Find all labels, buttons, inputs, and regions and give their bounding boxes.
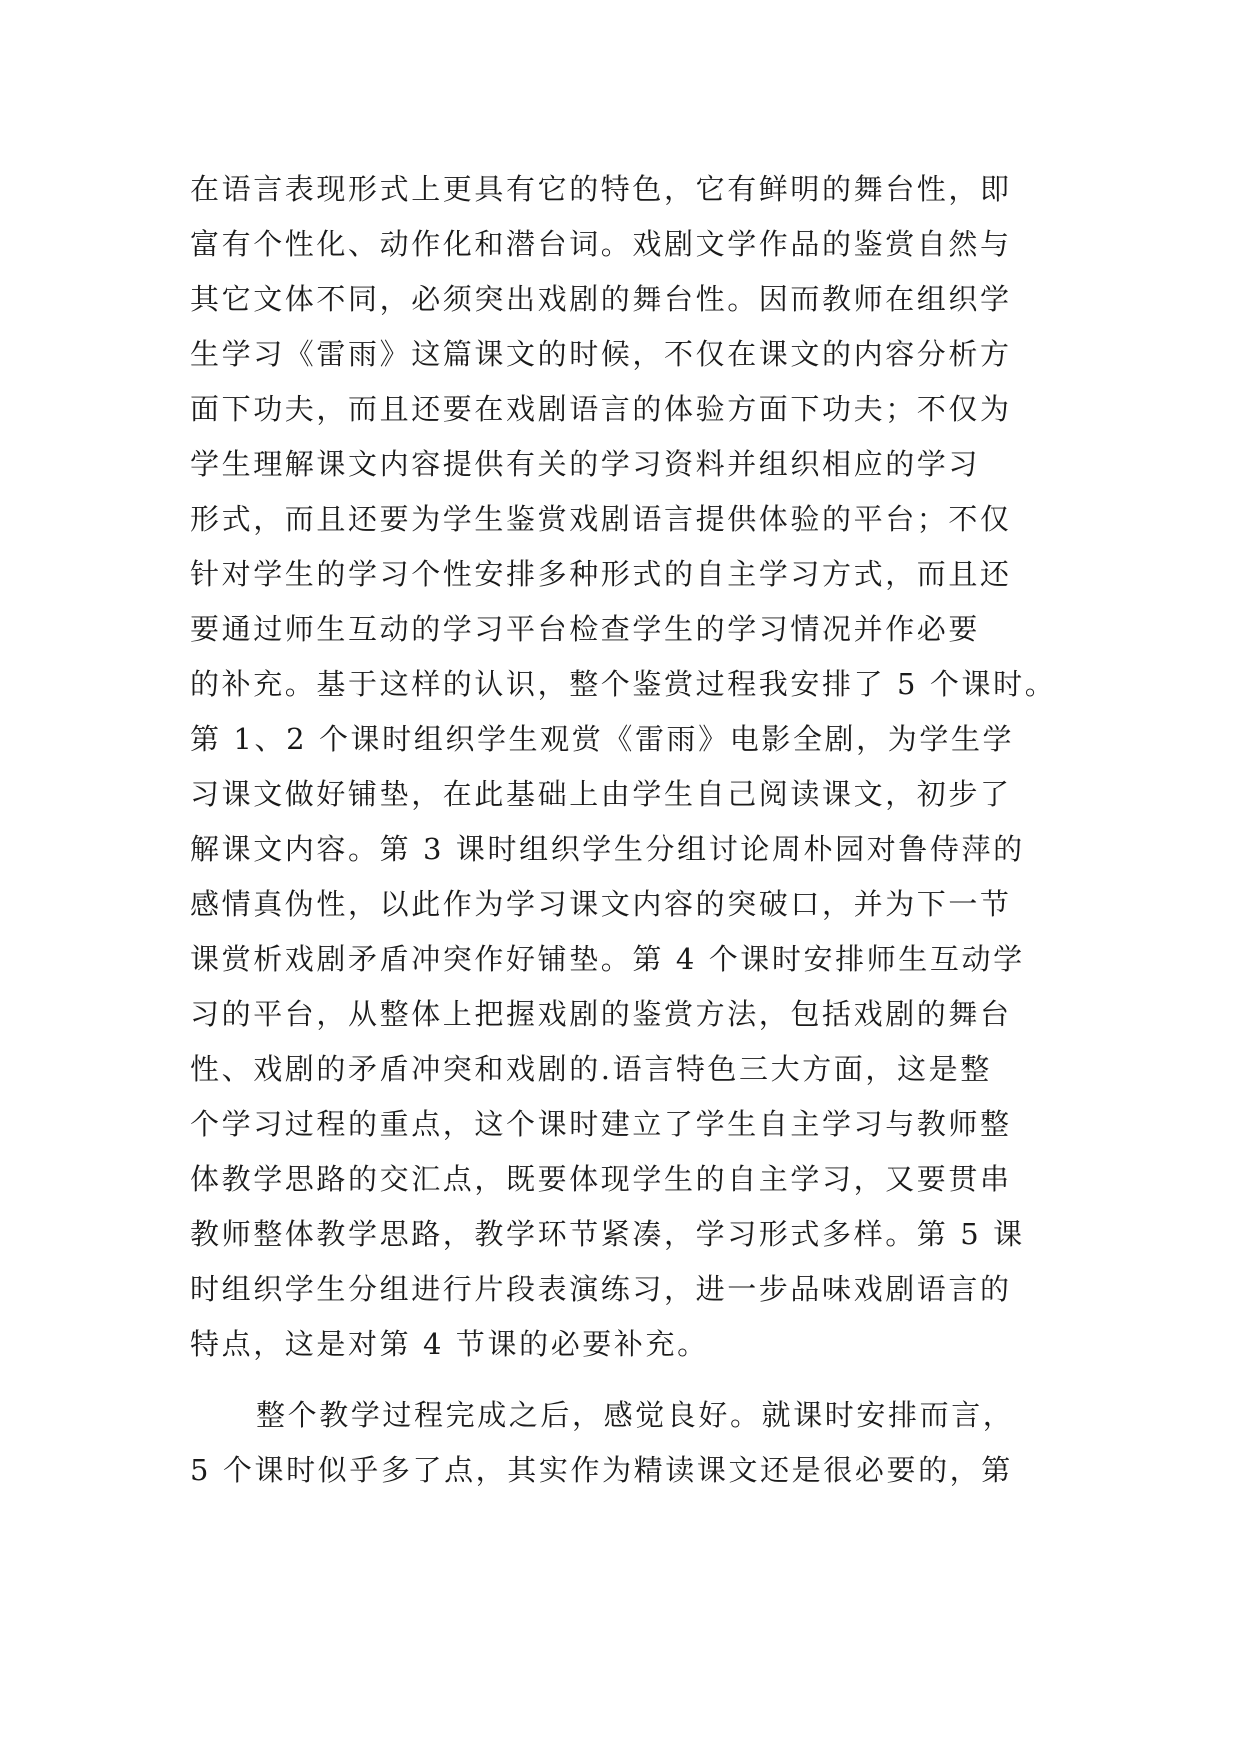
- text-line: 解课文内容。第 3 课时组织学生分组讨论周朴园对鲁侍萍的: [190, 832, 1025, 866]
- text-line: 生学习《雷雨》这篇课文的时候，不仅在课文的内容分析方: [190, 337, 1012, 371]
- paragraph-2: [190, 1388, 1070, 1498]
- document-body: [190, 162, 1070, 1498]
- text-line: 形式，而且还要为学生鉴赏戏剧语言提供体验的平台；不仅: [190, 502, 1012, 536]
- text-line: 课赏析戏剧矛盾冲突作好铺垫。第 4 个课时安排师生互动学: [190, 942, 1025, 976]
- text-line: 习的平台，从整体上把握戏剧的鉴赏方法，包括戏剧的舞台: [190, 997, 1012, 1031]
- text-line: 个学习过程的重点，这个课时建立了学生自主学习与教师整: [190, 1107, 1012, 1141]
- text-line: 5 个课时似乎多了点，其实作为精读课文还是很必要的，第: [190, 1453, 1013, 1487]
- text-line: 特点，这是对第 4 节课的必要补充。: [190, 1327, 709, 1361]
- text-line: 学生理解课文内容提供有关的学习资料并组织相应的学习: [190, 447, 981, 481]
- text-line: 感情真伪性，以此作为学习课文内容的突破口，并为下一节: [190, 887, 1012, 921]
- text-line: 整个教学过程完成之后，感觉良好。就课时安排而言，: [256, 1398, 1015, 1432]
- text-line: 富有个性化、动作化和潜台词。戏剧文学作品的鉴赏自然与: [190, 227, 1012, 261]
- text-line: 教师整体教学思路，教学环节紧凑，学习形式多样。第 5 课: [190, 1217, 1025, 1251]
- text-line: 要通过师生互动的学习平台检查学生的学习情况并作必要: [190, 612, 981, 646]
- text-line: 针对学生的学习个性安排多种形式的自主学习方式，而且还: [190, 557, 1012, 591]
- text-line: 时组织学生分组进行片段表演练习，进一步品味戏剧语言的: [190, 1272, 1012, 1306]
- text-line: 其它文体不同，必须突出戏剧的舞台性。因而教师在组织学: [190, 282, 1012, 316]
- text-line: 在语言表现形式上更具有它的特色，它有鲜明的舞台性，即: [190, 172, 1012, 206]
- text-line: 的补充。基于这样的认识，整个鉴赏过程我安排了 5 个课时。: [190, 667, 1057, 701]
- text-line: 性、戏剧的矛盾冲突和戏剧的.语言特色三大方面，这是整: [190, 1052, 992, 1086]
- text-line: 面下功夫，而且还要在戏剧语言的体验方面下功夫；不仅为: [190, 392, 1012, 426]
- text-line: 习课文做好铺垫，在此基础上由学生自己阅读课文，初步了: [190, 777, 1012, 811]
- text-line: 体教学思路的交汇点，既要体现学生的自主学习，又要贯串: [190, 1162, 1012, 1196]
- paragraph-spacer: [190, 1372, 1070, 1388]
- paragraph-1: [190, 162, 1070, 1372]
- text-line: 第 1、2 个课时组织学生观赏《雷雨》电影全剧，为学生学: [190, 722, 1015, 756]
